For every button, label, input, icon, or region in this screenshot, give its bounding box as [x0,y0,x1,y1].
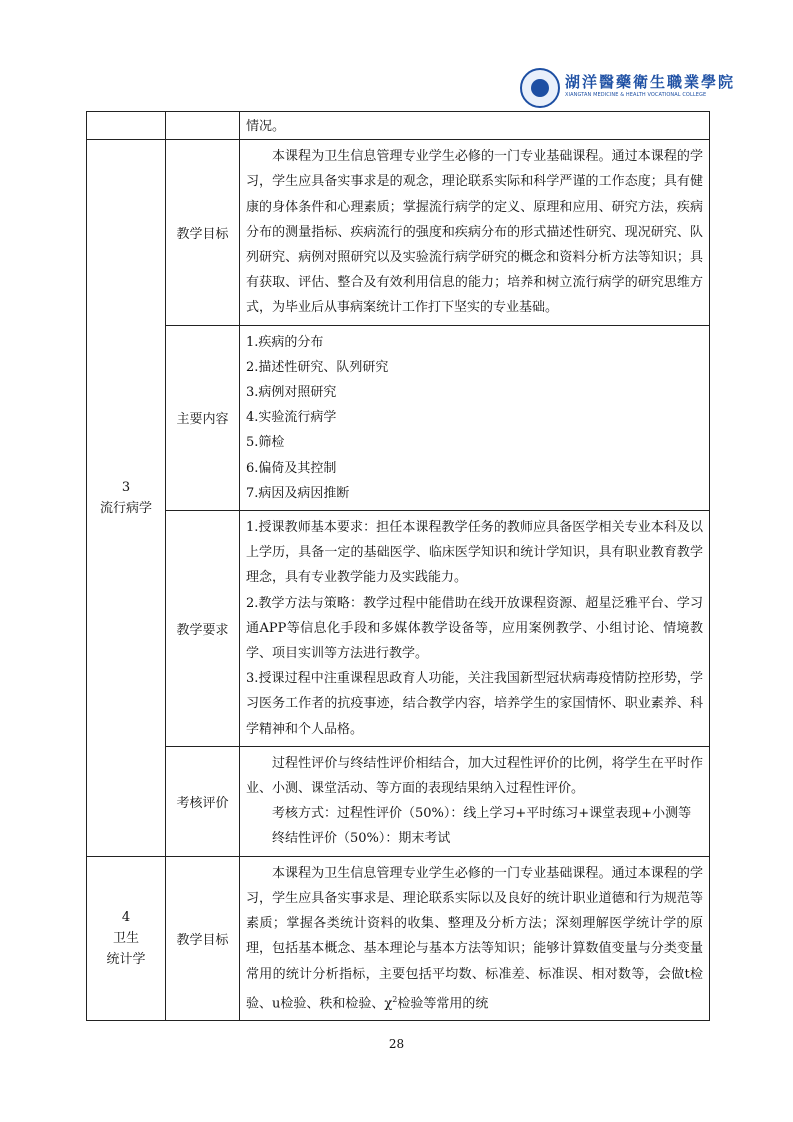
list-item: 6.偏倚及其控制 [246,460,337,476]
table-row [87,325,710,510]
section-label: 考核评价 [166,746,240,856]
list-item: 1.疾病的分布 [246,334,324,350]
content-cell [240,325,710,510]
college-emblem-icon [520,68,560,108]
table-row [87,856,710,1021]
section-label: 教学要求 [166,511,240,747]
content-cell: 本课程为卫生信息管理专业学生必修的一门专业基础课程。通过本课程的学习，学生应具备实事求是、理论联系实际以及良好的统计职业道德和行为规范等素质；掌握各类统计资料的收集、整理及分析方法；深刻理解医学统计学的原理，包括基本概念、基本理论与基本方法等知识；能够计算数值变量与分类变量常用的统计分析指标，主要包括平均数、标准差、标准误、相对数等，会做t检验、u检验、秩和检验、$\chi^2$检验等常用的统 [240,856,710,1021]
list-item: 7.病因及病因推断 [246,485,350,501]
list-item: 3.授课过程中注重课程思政育人功能，关注我国新型冠状病毒疫情防控形势，学习医务工作者的抗疫事迹，结合教学内容，培养学生的家国情怀、职业素养、科学精神和个人品格。 [246,671,703,737]
table-row [87,511,710,747]
content-cell: 本课程为卫生信息管理专业学生必修的一门专业基础课程。通过本课程的学习，学生应具备实事求是的观念，理论联系实际和科学严谨的工作态度；具有健康的身体条件和心理素质；掌握流行病学的定义、原理和应用、研究方法，疾病分布的测量指标、疾病流行的强度和疾病分布的形式描述性研究、现况研究、队列研究、病例对照研究以及实验流行病学研究的概念和资料分析方法等知识；具有获取、评估、整合及有效利用信息的能力；培养和树立流行病学的研究思维方式，为毕业后从事病案统计工作打下坚实的专业基础。 [240,140,710,325]
college-logo [520,68,736,110]
table-row [87,746,710,856]
content-cell: 情况。 [240,112,710,140]
course-name-cell: 3 流行病学 [87,140,166,856]
curriculum-table [86,111,710,1021]
list-item: 4.实验流行病学 [246,410,337,426]
section-label: 教学目标 [166,140,240,325]
list-item: 5.筛检 [246,435,285,451]
list-item: 2.教学方法与策略：教学过程中能借助在线开放课程资源、超星泛雅平台、学习通APP等信息化手段和多媒体教学设备等，应用案例教学、小组讨论、情境教学、项目实训等方法进行教学。 [246,595,703,662]
list-item: 2.描述性研究、队列研究 [246,359,389,375]
table-row [87,112,710,140]
course-name-cell: 4 卫生 统计学 [87,856,166,1021]
content-cell [240,511,710,747]
section-label: 主要内容 [166,325,240,510]
section-label: 教学目标 [166,856,240,1021]
content-cell: 过程性评价与终结性评价相结合，加大过程性评价的比例，将学生在平时作业、小测、课堂活动、等方面的表现结果纳入过程性评价。 考核方式：过程性评价（50%）：线上学习+平时练习+课堂表现+小测等 终结性评价（50%）：期末考试 [240,746,710,856]
logo-subtitle: XIANGTAN MEDICINE & HEALTH VOCATIONAL COLLEGE [565,92,707,98]
table-row [87,140,710,325]
list-item: 3.病例对照研究 [246,385,337,401]
page-number: 28 [388,1037,405,1051]
logo-title: 湖洋醫藥衛生職業學院 [565,73,736,91]
list-item: 1.授课教师基本要求：担任本课程教学任务的教师应具备医学相关专业本科及以上学历，具备一定的基础医学、临床医学知识和统计学知识，具有职业教育教学理念，具有专业教学能力及实践能力。 [246,520,703,586]
